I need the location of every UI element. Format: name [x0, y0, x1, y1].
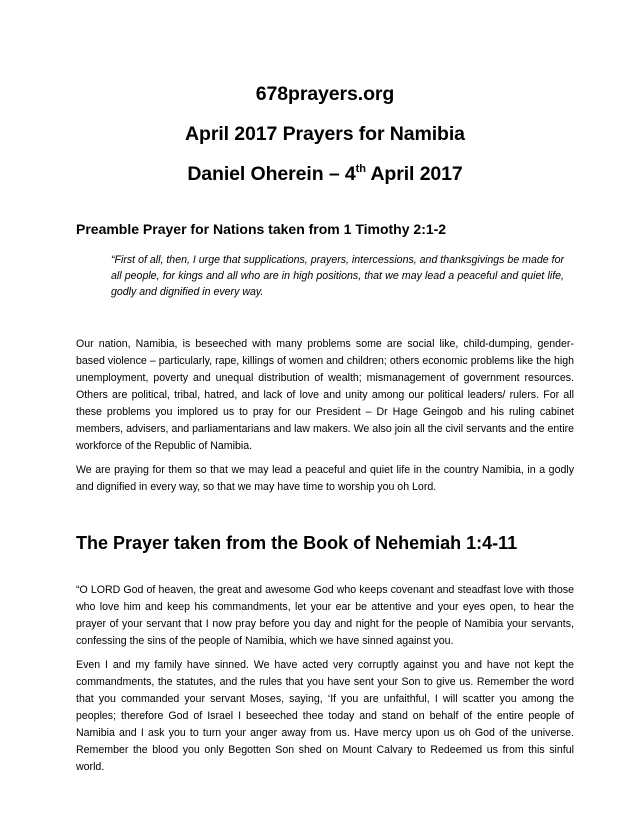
author-date-prefix: Daniel Oherein – 4 — [187, 163, 356, 185]
nehemiah-paragraph-1: “O LORD God of heaven, the great and awesome God who keeps covenant and steadfast love with those who love him and keep his commandments, let your ear be attentive and your eyes open, to hear the prayer of your servant that I now pray before you day and night for the people of Namibia your servants, confessing the sins of the people of Namibia, which we have sinned against you. — [76, 584, 574, 647]
body-paragraph-2: We are praying for them so that we may lead a peaceful and quiet life in the country Namibia, in a godly and dignified in every way, so that we may have time to worship you oh Lord. — [76, 464, 574, 493]
nehemiah-heading: The Prayer taken from the Book of Nehemiah 1:4-11 — [76, 533, 518, 553]
author-date-line — [76, 162, 574, 186]
date-ordinal-suffix: th — [355, 162, 366, 175]
author-date-suffix: April 2017 — [365, 163, 463, 185]
site-title: 678prayers.org — [255, 83, 395, 105]
body-paragraph-1: Our nation, Namibia, is beseeched with many problems some are social like, child-dumping, gender-based violence – particularly, rape, killings of women and children; others economic problems like the high unemployment, poverty and unequal distribution of wealth; mismanagement of government resources. Others are political, tribal, hatred, and lack of love and unity among our political leaders/ rulers. For all these problems you implored us to pray for our President – Dr Hage Geingob and his ruling cabinet members, advisers, and parliamentarians and law makers. We also join all the civil servants and the entire workforce of the Republic of Namibia. — [76, 338, 574, 452]
preamble-quote: “First of all, then, I urge that supplications, prayers, intercessions, and thanksgivings be made for all people, for kings and all who are in high positions, that we may lead a peaceful and quiet life, godly and dignified in every way. — [111, 254, 564, 298]
preamble-heading: Preamble Prayer for Nations taken from 1 Timothy 2:1-2 — [76, 221, 447, 237]
document-subtitle: April 2017 Prayers for Namibia — [185, 123, 465, 145]
nehemiah-paragraph-2: Even I and my family have sinned. We have acted very corruptly against you and have not kept the commandments, the statutes, and the rules that you have sent your Son to give us. Remember the word that you commanded your servant Moses, saying, ‘If you are unfaithful, I will scatter you among the peoples; therefore God of Israel I beseeched thee today and stand on behalf of the entire people of Namibia and I ask you to turn your anger away from us. Have mercy upon us oh God of the universe. Remember the blood you only Begotten Son shed on Mount Calvary to Redeemed us from this sinful world. — [76, 659, 574, 773]
